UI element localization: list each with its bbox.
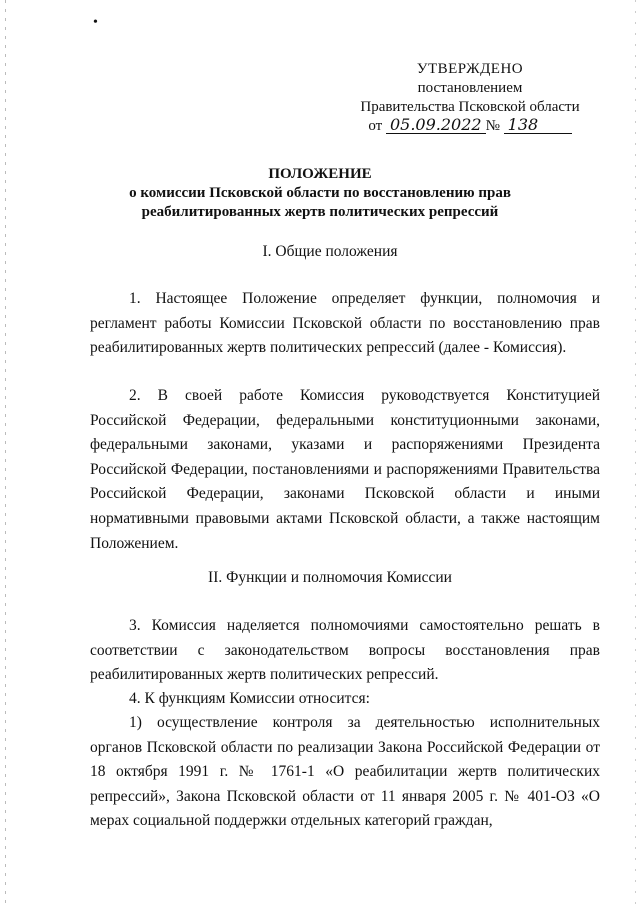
approval-block <box>340 60 600 136</box>
document-title <box>60 165 580 222</box>
paragraph-4: 4. К функциям Комиссии относится: <box>129 690 370 707</box>
scan-edge-right <box>635 0 636 905</box>
title-subtitle-1: о комиссии Псковской области по восстановлению прав <box>129 185 511 201</box>
paragraph-1: 1. Настоящее Положение определяет функции, полномочия и регламент работы Комиссии Псковской области по восстановлению прав реабилитированных жертв политических репрессий (далее - Комиссия). <box>90 290 600 357</box>
section-heading-1: I. Общие положения <box>262 243 398 260</box>
scan-edge-left <box>5 0 6 905</box>
title-main: ПОЛОЖЕНИЕ <box>268 166 372 182</box>
title-subtitle-2: реабилитированных жертв политических репрессий <box>141 204 499 220</box>
paragraph-3: 3. Комиссия наделяется полномочиями самостоятельно решать в соответствии с законодательством вопросы восстановления прав реабилитированных жертв политических репрессий. <box>90 617 600 684</box>
approval-stamp: УТВЕРЖДЕНО <box>416 61 524 77</box>
approval-line-1: постановлением <box>417 80 523 96</box>
scan-dot: • <box>93 15 98 30</box>
from-label: от <box>368 118 383 134</box>
paragraph-2: 2. В своей работе Комиссия руководствуется Конституцией Российской Федерации, федеральными конституционными законами, федеральными законами, указами и распоряжениями Президента Российской Федерации, постановлениями и распоряжениями Правительства Российской Федерации, законами Псковской области и иными нормативными правовыми актами Псковской области, а также настоящим Положением. <box>90 387 600 552</box>
approval-line-2: Правительства Псковской области <box>360 99 580 115</box>
paragraph-4-item-1: 1) осуществление контроля за деятельностью исполнительных органов Псковской области по реализации Закона Российской Федерации от 18 октября 1991 г. № 1761-1 «О реабилитации жертв политических репрессий», Закона Псковской области от 11 января 2005 г. № 401-ОЗ «О мерах социальной поддержки отдельных категорий граждан, <box>90 714 600 830</box>
handwritten-date: 05.09.2022 <box>386 117 486 134</box>
number-label: № <box>485 118 500 134</box>
approval-date-row <box>340 117 600 136</box>
section-heading-2: II. Функции и полномочия Комиссии <box>208 569 452 586</box>
handwritten-number: 138 <box>504 117 572 134</box>
